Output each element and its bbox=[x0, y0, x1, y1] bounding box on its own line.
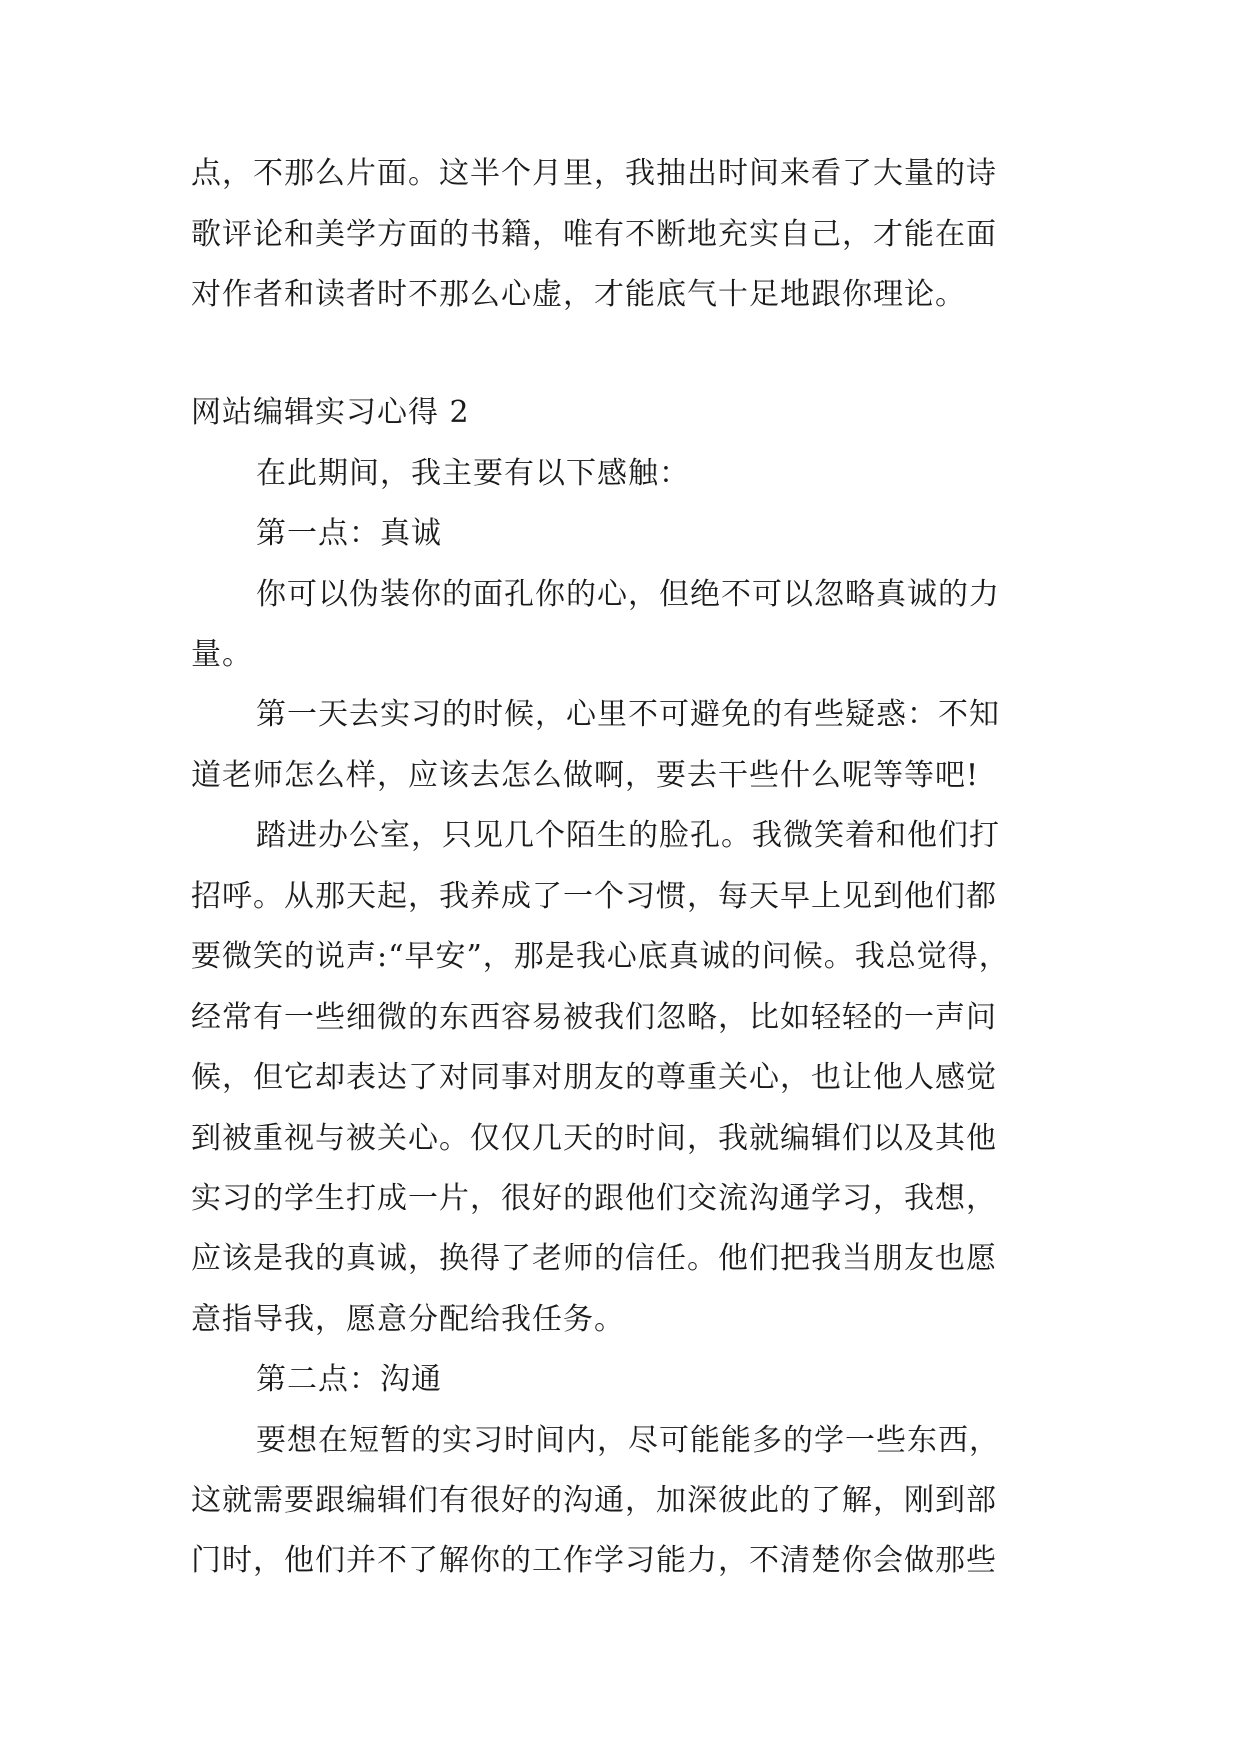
body-line-13: 实习的学生打成一片，很好的跟他们交流沟通学习，我想， bbox=[191, 1181, 997, 1216]
body-line-19: 门时，他们并不了解你的工作学习能力，不清楚你会做那些 bbox=[191, 1543, 997, 1578]
body-line-10: 经常有一些细微的东西容易被我们忽略，比如轻轻的一声问 bbox=[191, 1000, 997, 1035]
section-title: 网站编辑实习心得 2 bbox=[191, 395, 470, 430]
body-line-9: 要微笑的说声:“早安”，那是我心底真诚的问候。我总觉得， bbox=[191, 939, 1010, 974]
body-line-8: 招呼。从那天起，我养成了一个习惯，每天早上见到他们都 bbox=[191, 879, 997, 914]
body-line-15: 意指导我，愿意分配给我任务。 bbox=[191, 1302, 625, 1337]
body-line-4: 量。 bbox=[191, 637, 253, 672]
body-line-17: 要想在短暂的实习时间内，尽可能能多的学一些东西， bbox=[256, 1423, 1000, 1458]
body-line-18: 这就需要跟编辑们有很好的沟通，加深彼此的了解，刚到部 bbox=[191, 1483, 997, 1518]
body-line-1: 在此期间，我主要有以下感触： bbox=[256, 456, 690, 491]
body-line-6: 道老师怎么样，应该去怎么做啊，要去干些什么呢等等吧! bbox=[191, 758, 980, 793]
body-line-11: 候，但它却表达了对同事对朋友的尊重关心，也让他人感觉 bbox=[191, 1060, 997, 1095]
body-line-3: 你可以伪装你的面孔你的心，但绝不可以忽略真诚的力 bbox=[256, 577, 1000, 612]
intro-line-1: 点，不那么片面。这半个月里，我抽出时间来看了大量的诗 bbox=[191, 156, 997, 191]
body-line-14: 应该是我的真诚，换得了老师的信任。他们把我当朋友也愿 bbox=[191, 1241, 997, 1276]
body-line-5: 第一天去实习的时候，心里不可避免的有些疑惑：不知 bbox=[256, 697, 1000, 732]
body-line-12: 到被重视与被关心。仅仅几天的时间，我就编辑们以及其他 bbox=[191, 1121, 997, 1156]
point-two-heading: 第二点：沟通 bbox=[256, 1362, 442, 1397]
intro-line-2: 歌评论和美学方面的书籍，唯有不断地充实自己，才能在面 bbox=[191, 217, 997, 252]
point-one-heading: 第一点：真诚 bbox=[256, 516, 442, 551]
body-line-7: 踏进办公室，只见几个陌生的脸孔。我微笑着和他们打 bbox=[256, 818, 1000, 853]
intro-line-3: 对作者和读者时不那么心虚，才能底气十足地跟你理论。 bbox=[191, 277, 966, 312]
